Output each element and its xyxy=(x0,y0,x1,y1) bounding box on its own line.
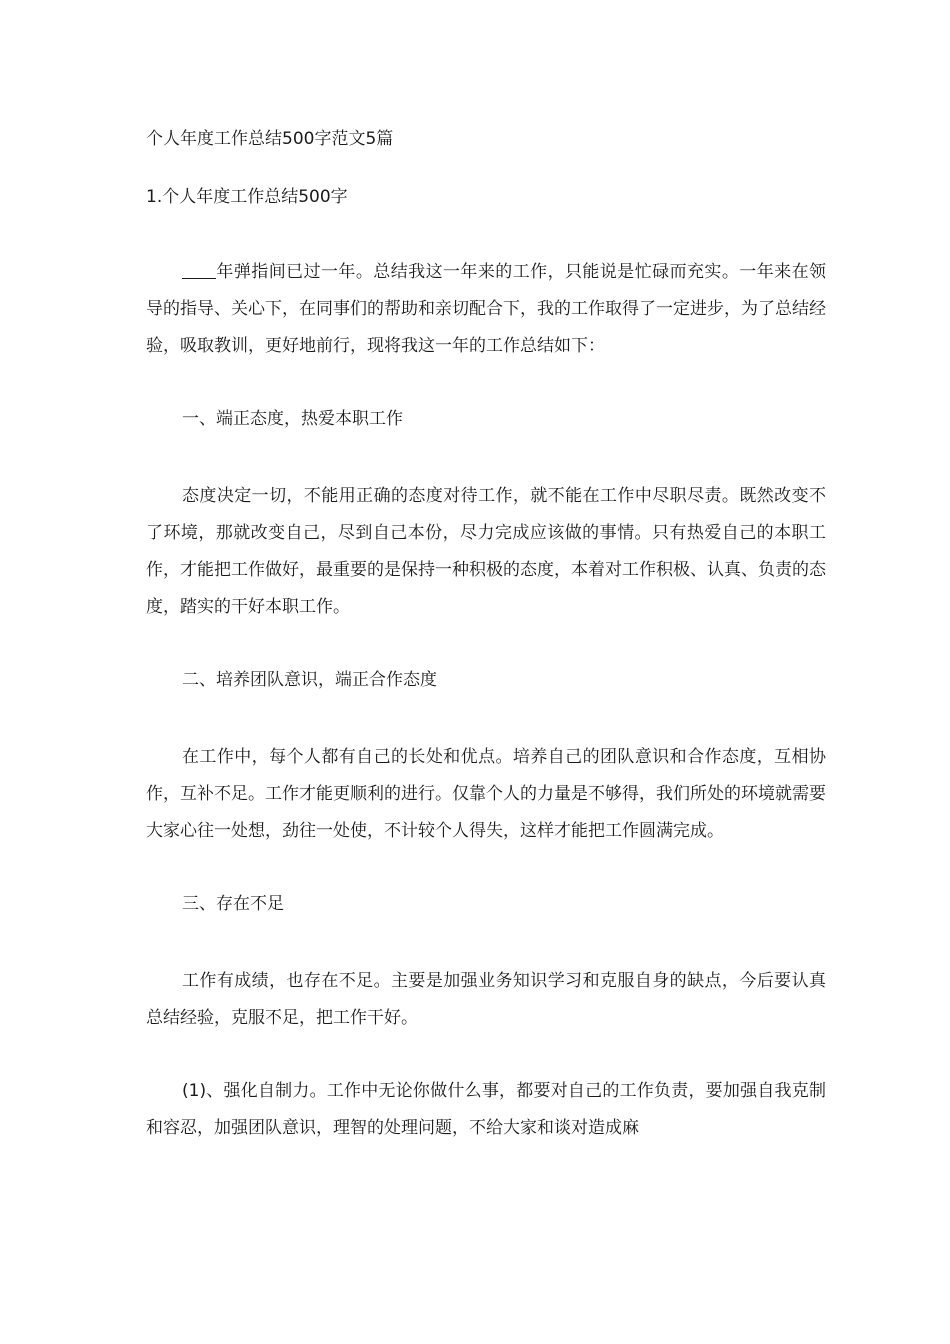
paragraph-teamwork: 在工作中，每个人都有自己的长处和优点。培养自己的团队意识和合作态度，互相协作，互补不足。工作才能更顺利的进行。仅靠个人的力量是不够得，我们所处的环境就需要大家心往一处想，劲往一处使，不计较个人得失，这样才能把工作圆满完成。 xyxy=(146,747,826,841)
intro-text: 年弹指间已过一年。总结我这一年来的工作，只能说是忙碌而充实。一年来在领导的指导、关心下，在同事们的帮助和亲切配合下，我的工作取得了一定进步，为了总结经验，吸取教训，更好地前行，现将我这一年的工作总结如下： xyxy=(146,262,826,356)
paragraph-shortcomings: 工作有成绩，也存在不足。主要是加强业务知识学习和克服自身的缺点，今后要认真总结经验，克服不足，把工作干好。 xyxy=(146,971,826,1028)
heading-attitude: 一、端正态度，热爱本职工作 xyxy=(182,409,403,429)
document-body xyxy=(146,124,826,1183)
heading-teamwork: 二、培养团队意识，端正合作态度 xyxy=(182,670,437,690)
intro-paragraph xyxy=(146,254,826,365)
fill-in-blank xyxy=(182,258,216,279)
paragraph-attitude: 态度决定一切，不能用正确的态度对待工作，就不能在工作中尽职尽责。既然改变不了环境，那就改变自己，尽到自己本份，尽力完成应该做的事情。只有热爱自己的本职工作，才能把工作做好，最重要的是保持一种积极的态度，本着对工作积极、认真、负责的态度，踏实的干好本职工作。 xyxy=(146,486,826,617)
document-title: 个人年度工作总结500字范文5篇 xyxy=(146,129,394,149)
heading-shortcomings: 三、存在不足 xyxy=(182,894,284,914)
paragraph-self-discipline: (1)、强化自制力。工作中无论你做什么事，都要对自己的工作负责，要加强自我克制和容忍，加强团队意识，理智的处理问题，不给大家和谈对造成麻 xyxy=(146,1081,826,1138)
section-title: 1.个人年度工作总结500字 xyxy=(146,187,348,207)
